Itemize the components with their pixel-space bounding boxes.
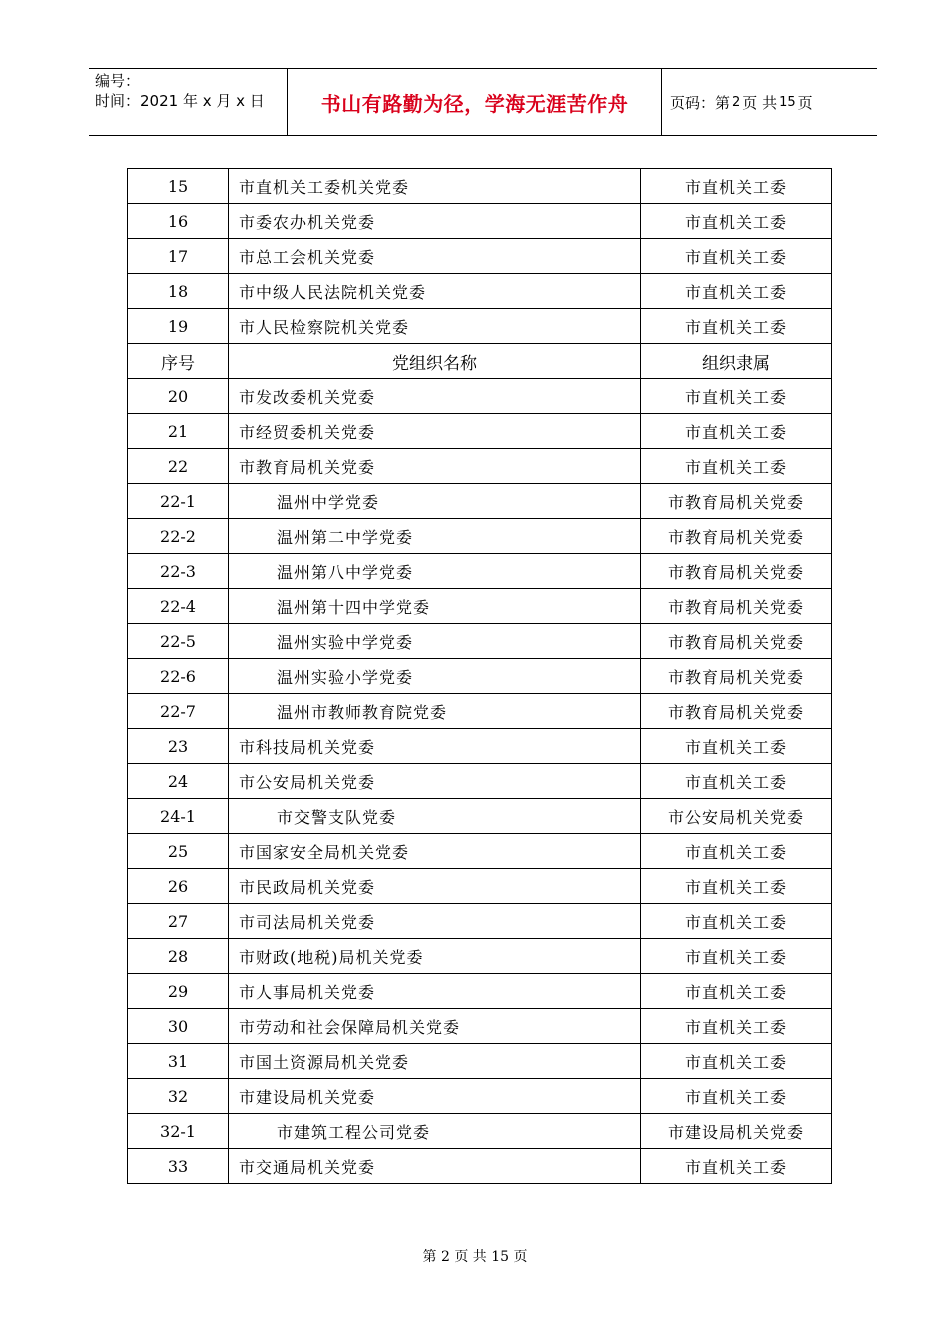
- table-header-row: [128, 344, 832, 379]
- table-row: [128, 799, 832, 834]
- row-affiliation: 市直机关工委: [641, 169, 832, 204]
- row-org-name: 市交通局机关党委: [229, 1149, 641, 1184]
- table-row: [128, 869, 832, 904]
- party-organization-table: [127, 168, 832, 1184]
- row-org-name: 市建筑工程公司党委: [229, 1114, 641, 1149]
- row-org-name: 市人民检察院机关党委: [229, 309, 641, 344]
- row-affiliation: 市直机关工委: [641, 204, 832, 239]
- row-org-name: 市经贸委机关党委: [229, 414, 641, 449]
- row-org-name: 市教育局机关党委: [229, 449, 641, 484]
- table-body-before-header: [128, 169, 832, 344]
- header-seq: 序号: [128, 344, 229, 379]
- row-org-name: 市人事局机关党委: [229, 974, 641, 1009]
- row-org-name: 温州实验中学党委: [229, 624, 641, 659]
- row-seq: 22-6: [128, 659, 229, 694]
- table-row: [128, 1149, 832, 1184]
- footer-current: 2: [440, 1249, 450, 1265]
- row-seq: 25: [128, 834, 229, 869]
- table-row: [128, 414, 832, 449]
- table-row: [128, 1114, 832, 1149]
- row-org-name: 温州市教师教育院党委: [229, 694, 641, 729]
- row-affiliation: 市直机关工委: [641, 974, 832, 1009]
- table-row: [128, 309, 832, 344]
- row-affiliation: 市教育局机关党委: [641, 554, 832, 589]
- row-org-name: 市建设局机关党委: [229, 1079, 641, 1114]
- row-org-name: 市中级人民法院机关党委: [229, 274, 641, 309]
- table-row: [128, 169, 832, 204]
- row-affiliation: 市直机关工委: [641, 939, 832, 974]
- row-affiliation: 市教育局机关党委: [641, 624, 832, 659]
- table-row: [128, 554, 832, 589]
- row-org-name: 市财政(地税)局机关党委: [229, 939, 641, 974]
- row-affiliation: 市直机关工委: [641, 904, 832, 939]
- table-row: [128, 379, 832, 414]
- row-seq: 24-1: [128, 799, 229, 834]
- table-row: [128, 449, 832, 484]
- row-affiliation: 市直机关工委: [641, 274, 832, 309]
- row-seq: 17: [128, 239, 229, 274]
- row-seq: 22-4: [128, 589, 229, 624]
- row-org-name: 温州第八中学党委: [229, 554, 641, 589]
- row-org-name: 市国土资源局机关党委: [229, 1044, 641, 1079]
- table-row: [128, 519, 832, 554]
- row-seq: 33: [128, 1149, 229, 1184]
- table-row: [128, 694, 832, 729]
- header-motto: 书山有路勤为径，学海无涯苦作舟: [288, 69, 662, 135]
- row-org-name: 市交警支队党委: [229, 799, 641, 834]
- row-seq: 22-1: [128, 484, 229, 519]
- header-page-indicator: [662, 69, 877, 135]
- row-affiliation: 市教育局机关党委: [641, 659, 832, 694]
- table-row: [128, 274, 832, 309]
- page-total: 15: [779, 94, 796, 110]
- row-affiliation: 市直机关工委: [641, 379, 832, 414]
- row-org-name: 温州第十四中学党委: [229, 589, 641, 624]
- table-body-after-header: [128, 379, 832, 1184]
- row-affiliation: 市直机关工委: [641, 309, 832, 344]
- footer-suffix: 页: [513, 1249, 528, 1265]
- row-seq: 27: [128, 904, 229, 939]
- table-row: [128, 974, 832, 1009]
- row-org-name: 市公安局机关党委: [229, 764, 641, 799]
- number-label: 编号：: [95, 72, 141, 90]
- row-org-name: 市科技局机关党委: [229, 729, 641, 764]
- row-affiliation: 市公安局机关党委: [641, 799, 832, 834]
- row-org-name: 市民政局机关党委: [229, 869, 641, 904]
- row-seq: 29: [128, 974, 229, 1009]
- row-affiliation: 市教育局机关党委: [641, 484, 832, 519]
- row-org-name: 市劳动和社会保障局机关党委: [229, 1009, 641, 1044]
- page-footer: [0, 1246, 950, 1266]
- row-org-name: 市国家安全局机关党委: [229, 834, 641, 869]
- page-current: 2: [732, 94, 741, 110]
- page-suffix: 页: [797, 93, 813, 112]
- table-row: [128, 659, 832, 694]
- row-org-name: 市总工会机关党委: [229, 239, 641, 274]
- row-seq: 21: [128, 414, 229, 449]
- row-seq: 20: [128, 379, 229, 414]
- table-row: [128, 904, 832, 939]
- row-affiliation: 市直机关工委: [641, 1149, 832, 1184]
- row-seq: 32: [128, 1079, 229, 1114]
- footer-total: 15: [491, 1249, 510, 1265]
- row-affiliation: 市直机关工委: [641, 764, 832, 799]
- table-row: [128, 729, 832, 764]
- row-seq: 23: [128, 729, 229, 764]
- row-seq: 24: [128, 764, 229, 799]
- row-seq: 22-2: [128, 519, 229, 554]
- table-row: [128, 1044, 832, 1079]
- row-affiliation: 市直机关工委: [641, 869, 832, 904]
- row-seq: 15: [128, 169, 229, 204]
- row-org-name: 市发改委机关党委: [229, 379, 641, 414]
- table-row: [128, 1009, 832, 1044]
- table-row: [128, 939, 832, 974]
- row-seq: 32-1: [128, 1114, 229, 1149]
- row-org-name: 市直机关工委机关党委: [229, 169, 641, 204]
- document-header: [89, 68, 877, 136]
- row-affiliation: 市建设局机关党委: [641, 1114, 832, 1149]
- table-row: [128, 589, 832, 624]
- row-org-name: 温州中学党委: [229, 484, 641, 519]
- row-seq: 30: [128, 1009, 229, 1044]
- row-org-name: 市司法局机关党委: [229, 904, 641, 939]
- row-affiliation: 市直机关工委: [641, 239, 832, 274]
- table-row: [128, 484, 832, 519]
- row-seq: 31: [128, 1044, 229, 1079]
- row-seq: 26: [128, 869, 229, 904]
- row-seq: 22: [128, 449, 229, 484]
- row-affiliation: 市直机关工委: [641, 1079, 832, 1114]
- time-label: 时间：2021 年 x 月 x 日: [95, 92, 265, 110]
- table-row: [128, 764, 832, 799]
- header-affiliation: 组织隶属: [641, 344, 832, 379]
- row-seq: 18: [128, 274, 229, 309]
- row-affiliation: 市教育局机关党委: [641, 589, 832, 624]
- row-affiliation: 市直机关工委: [641, 834, 832, 869]
- row-affiliation: 市直机关工委: [641, 729, 832, 764]
- table-row: [128, 1079, 832, 1114]
- footer-prefix: 第: [422, 1249, 437, 1265]
- row-org-name: 温州第二中学党委: [229, 519, 641, 554]
- row-seq: 22-3: [128, 554, 229, 589]
- footer-mid: 页 共: [454, 1249, 487, 1265]
- page-prefix: 页码：第: [670, 93, 731, 112]
- header-meta: [89, 69, 288, 135]
- table-column-header: [128, 344, 832, 379]
- page-mid: 页 共: [742, 93, 778, 112]
- table-row: [128, 624, 832, 659]
- row-affiliation: 市直机关工委: [641, 1009, 832, 1044]
- table-row: [128, 204, 832, 239]
- table-row: [128, 834, 832, 869]
- row-affiliation: 市教育局机关党委: [641, 694, 832, 729]
- table-row: [128, 239, 832, 274]
- row-seq: 16: [128, 204, 229, 239]
- row-affiliation: 市直机关工委: [641, 1044, 832, 1079]
- row-seq: 19: [128, 309, 229, 344]
- row-affiliation: 市教育局机关党委: [641, 519, 832, 554]
- row-seq: 22-5: [128, 624, 229, 659]
- header-name: 党组织名称: [229, 344, 641, 379]
- row-affiliation: 市直机关工委: [641, 414, 832, 449]
- row-seq: 22-7: [128, 694, 229, 729]
- row-org-name: 温州实验小学党委: [229, 659, 641, 694]
- row-seq: 28: [128, 939, 229, 974]
- row-affiliation: 市直机关工委: [641, 449, 832, 484]
- row-org-name: 市委农办机关党委: [229, 204, 641, 239]
